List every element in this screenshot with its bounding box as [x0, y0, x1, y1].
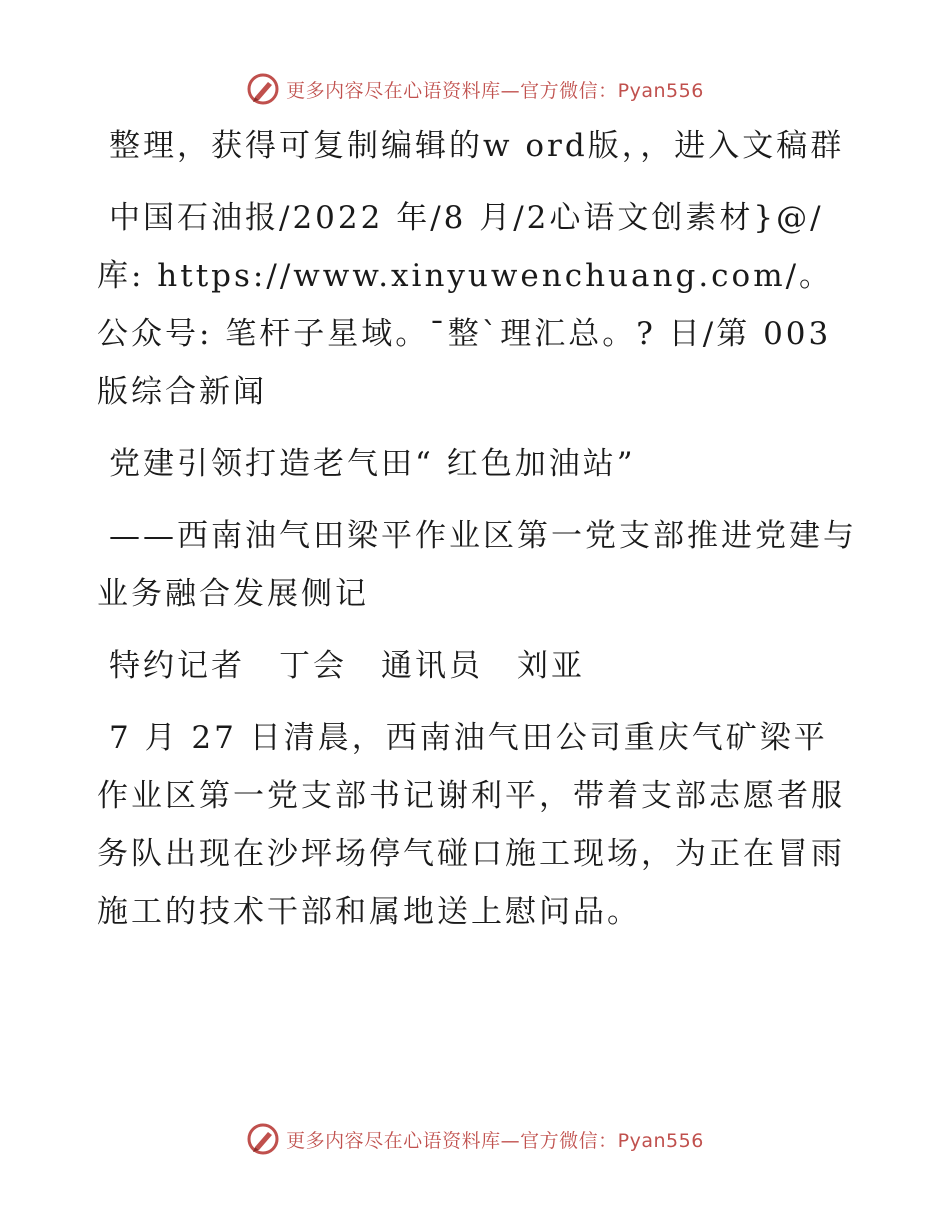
footer-watermark: [0, 1119, 950, 1159]
header-watermark: [0, 69, 950, 109]
article-subtitle: ——西南油气田梁平作业区第一党支部推进党建与业务融合发展侧记: [97, 518, 857, 612]
paragraph-intro: 整理，获得可复制编辑的w ord版，，进入文稿群: [109, 128, 845, 164]
watermark-text: 更多内容尽在心语资料库—官方微信：Pyan556: [286, 1129, 704, 1152]
pen-logo-icon: [246, 1122, 280, 1156]
article-byline: 特约记者 丁会 通讯员 刘亚: [109, 648, 585, 684]
document-body: [97, 117, 857, 955]
article-body-paragraph: 7 月 27 日清晨，西南油气田公司重庆气矿梁平作业区第一党支部书记谢利平，带着支部志愿者服务队出现在沙坪场停气碰口施工现场，为正在冒雨施工的技术干部和属地送上慰问品。: [97, 720, 845, 930]
paragraph-source: 中国石油报/2022 年/8 月/2心语文创素材}@/库: https://www.xinyuwenchuang.com/。公众号: 笔杆子星域。¯整ˋ理汇总。? 日/第 003 版综合新闻: [97, 200, 834, 410]
article-title: 党建引领打造老气田“ 红色加油站”: [109, 446, 636, 482]
watermark-text: 更多内容尽在心语资料库—官方微信：Pyan556: [286, 79, 704, 102]
pen-logo-icon: [246, 72, 280, 106]
